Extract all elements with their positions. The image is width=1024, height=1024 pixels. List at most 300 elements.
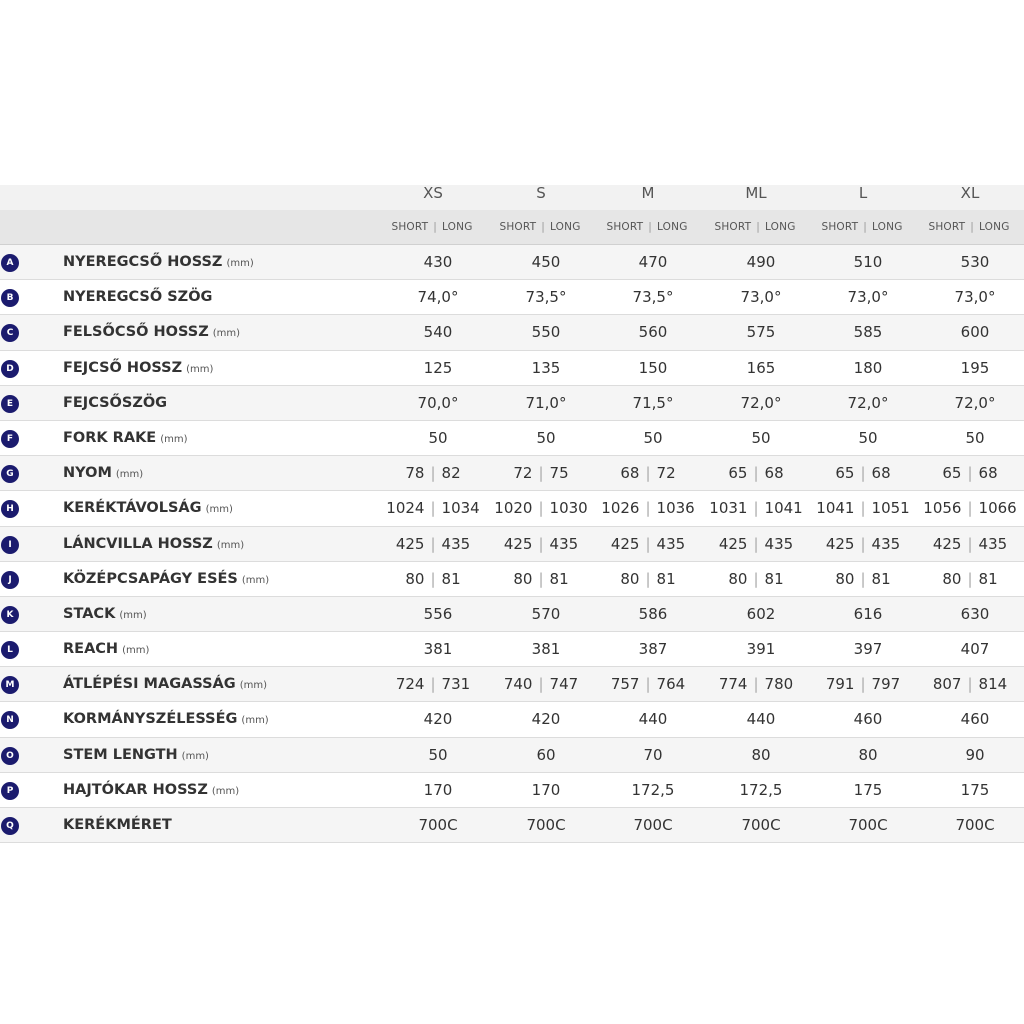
- value-cell: [917, 667, 1024, 702]
- separator: |: [538, 464, 544, 483]
- value-cell: 72,0°: [740, 393, 782, 412]
- value-cell: 381: [531, 640, 561, 659]
- value-cell: 50: [643, 428, 663, 447]
- value-cell: 170: [531, 780, 561, 799]
- value-cell: [595, 527, 702, 562]
- row-letter-badge: D: [1, 360, 19, 378]
- value-cell: 586: [638, 604, 668, 623]
- short-value: 72: [513, 464, 533, 483]
- short-value: 425: [610, 534, 640, 553]
- short-value: 80: [513, 569, 533, 588]
- table-row: [0, 245, 1024, 280]
- row-unit: (mm): [211, 785, 240, 797]
- value-cell: 391: [746, 640, 776, 659]
- short-value: 1056: [923, 499, 962, 518]
- short-value: 425: [825, 534, 855, 553]
- separator: |: [645, 534, 651, 553]
- short-value: 724: [395, 675, 425, 694]
- value-cell: 510: [853, 253, 883, 271]
- row-unit: (mm): [119, 609, 147, 621]
- long-value: 1036: [656, 499, 695, 518]
- long-value: 797: [871, 675, 901, 694]
- short-value: 774: [718, 675, 748, 694]
- size-label-2: M: [641, 184, 655, 202]
- row-label: [63, 667, 267, 703]
- long-value: 435: [441, 534, 471, 553]
- value-cell: 50: [428, 745, 448, 764]
- value-cell: 80: [858, 745, 878, 764]
- row-label-text: NYEREGCSŐ SZÖG: [63, 289, 213, 306]
- separator: |: [753, 675, 759, 694]
- value-cell: 72,0°: [847, 393, 889, 412]
- row-letter-badge: N: [1, 711, 19, 729]
- value-cell: 470: [638, 253, 668, 271]
- row-letter-badge: G: [1, 465, 19, 483]
- long-value: 75: [549, 464, 569, 483]
- size-label-5: XL: [960, 184, 980, 202]
- separator: |: [538, 534, 544, 553]
- value-cell: [810, 491, 917, 526]
- row-letter-badge: F: [1, 430, 19, 448]
- value-cell: [488, 667, 595, 702]
- size-label-0: XS: [423, 184, 443, 202]
- short-long-label: [594, 210, 701, 245]
- row-letter-badge: M: [1, 676, 19, 694]
- value-cell: 50: [751, 428, 771, 447]
- short-value: 425: [395, 534, 425, 553]
- value-cell: 70,0°: [417, 393, 459, 412]
- short-value: 757: [610, 675, 640, 694]
- table-row: [0, 808, 1024, 843]
- row-label-text: KÖZÉPCSAPÁGY ESÉS: [63, 570, 238, 587]
- row-label: [63, 245, 254, 281]
- value-cell: 172,5: [739, 780, 783, 799]
- value-cell: [488, 491, 595, 526]
- value-cell: 700C: [526, 816, 566, 834]
- value-cell: 60: [536, 745, 556, 764]
- long-label: LONG: [657, 221, 688, 233]
- value-cell: 430: [423, 253, 453, 271]
- separator: |: [538, 675, 544, 694]
- value-cell: [917, 491, 1024, 526]
- value-cell: [810, 527, 917, 562]
- value-cell: 70: [643, 745, 663, 764]
- separator: |: [538, 569, 544, 588]
- row-label-text: STEM LENGTH: [63, 746, 178, 763]
- value-cell: [703, 562, 810, 597]
- long-value: 81: [871, 569, 891, 588]
- short-value: 65: [728, 464, 748, 483]
- table-row: [0, 280, 1024, 315]
- long-value: 1041: [764, 499, 803, 518]
- separator: |: [430, 499, 436, 518]
- short-value: 425: [932, 534, 962, 553]
- separator: |: [860, 464, 866, 483]
- long-value: 1051: [871, 499, 910, 518]
- row-label: [63, 738, 209, 774]
- size-header-row: [0, 185, 1024, 210]
- short-value: 1024: [386, 499, 425, 518]
- long-value: 81: [978, 569, 998, 588]
- long-value: 780: [764, 675, 794, 694]
- value-cell: 387: [638, 640, 668, 659]
- separator: |: [967, 464, 973, 483]
- value-cell: 73,5°: [632, 288, 674, 307]
- short-long-label: [916, 210, 1023, 245]
- short-value: 80: [728, 569, 748, 588]
- value-cell: 397: [853, 640, 883, 659]
- value-cell: 135: [531, 358, 561, 377]
- short-value: 791: [825, 675, 855, 694]
- short-value: 1026: [601, 499, 640, 518]
- separator: |: [753, 499, 759, 518]
- value-cell: 490: [746, 253, 776, 271]
- separator: |: [645, 464, 651, 483]
- row-label-text: REACH: [63, 641, 119, 658]
- value-cell: 530: [960, 253, 990, 271]
- separator: |: [645, 499, 651, 518]
- separator: |: [967, 534, 973, 553]
- value-cell: 71,5°: [632, 393, 674, 412]
- row-unit: (mm): [160, 433, 188, 445]
- row-label-text: NYOM: [63, 465, 112, 482]
- value-cell: 450: [531, 253, 561, 271]
- separator: |: [967, 569, 973, 588]
- value-cell: 540: [423, 323, 453, 342]
- row-unit: (mm): [212, 328, 241, 340]
- value-cell: [810, 456, 917, 491]
- table-row: [0, 315, 1024, 350]
- value-cell: [703, 456, 810, 491]
- row-unit: (mm): [115, 469, 144, 481]
- row-label: [63, 421, 188, 457]
- short-label: SHORT: [606, 221, 644, 233]
- short-long-label: [702, 210, 809, 245]
- row-label: [63, 597, 147, 633]
- row-label-text: FEJCSŐSZÖG: [63, 394, 168, 411]
- short-value: 1031: [709, 499, 748, 518]
- table-row: [0, 527, 1024, 562]
- short-value: 425: [503, 534, 533, 553]
- value-cell: 600: [960, 323, 990, 342]
- value-cell: [488, 562, 595, 597]
- row-letter-badge: C: [1, 324, 19, 342]
- value-cell: 73,0°: [740, 288, 782, 307]
- row-label: [63, 808, 172, 843]
- value-cell: 602: [746, 604, 776, 623]
- separator: |: [863, 221, 867, 233]
- value-cell: [917, 456, 1024, 491]
- long-value: 81: [441, 569, 461, 588]
- size-label-1: S: [536, 184, 546, 202]
- value-cell: [595, 667, 702, 702]
- value-cell: 195: [960, 358, 990, 377]
- table-row: [0, 351, 1024, 386]
- row-label: [63, 702, 269, 738]
- value-cell: 73,0°: [954, 288, 996, 307]
- long-label: LONG: [550, 221, 581, 233]
- value-cell: [595, 562, 702, 597]
- short-value: 80: [405, 569, 425, 588]
- row-label-text: ÁTLÉPÉSI MAGASSÁG: [63, 676, 236, 693]
- long-value: 72: [656, 464, 676, 483]
- value-cell: 440: [638, 710, 668, 729]
- value-cell: 700C: [955, 816, 995, 834]
- value-cell: 71,0°: [525, 393, 567, 412]
- short-label: SHORT: [499, 221, 537, 233]
- short-value: 1020: [494, 499, 533, 518]
- value-cell: 381: [423, 640, 453, 659]
- value-cell: 460: [960, 710, 990, 729]
- long-value: 68: [871, 464, 891, 483]
- separator: |: [645, 569, 651, 588]
- size-label-4: L: [858, 184, 868, 202]
- value-cell: 50: [965, 428, 985, 447]
- value-cell: 170: [423, 780, 453, 799]
- size-label-3: ML: [745, 184, 767, 202]
- table-row: [0, 456, 1024, 491]
- value-cell: 150: [638, 358, 668, 377]
- separator: |: [648, 221, 652, 233]
- separator: |: [756, 221, 760, 233]
- row-label: [63, 773, 239, 809]
- value-cell: 407: [960, 640, 990, 659]
- value-cell: 50: [428, 428, 448, 447]
- value-cell: 172,5: [631, 780, 675, 799]
- row-letter-badge: O: [1, 747, 19, 765]
- row-label: [63, 315, 240, 351]
- row-letter-badge: E: [1, 395, 19, 413]
- short-value: 740: [503, 675, 533, 694]
- value-cell: 420: [531, 710, 561, 729]
- table-row: [0, 386, 1024, 421]
- long-value: 747: [549, 675, 579, 694]
- value-cell: [595, 491, 702, 526]
- long-value: 435: [871, 534, 901, 553]
- long-value: 82: [441, 464, 461, 483]
- separator: |: [753, 534, 759, 553]
- row-letter-badge: H: [1, 500, 19, 518]
- value-cell: 700C: [741, 816, 781, 834]
- value-cell: 700C: [848, 816, 888, 834]
- separator: |: [430, 569, 436, 588]
- row-label-text: FORK RAKE: [63, 429, 157, 446]
- short-label: SHORT: [821, 221, 859, 233]
- value-cell: 73,5°: [525, 288, 567, 307]
- separator: |: [430, 675, 436, 694]
- separator: |: [970, 221, 974, 233]
- value-cell: 700C: [633, 816, 673, 834]
- row-label: [63, 351, 213, 387]
- short-value: 425: [718, 534, 748, 553]
- long-value: 68: [978, 464, 998, 483]
- value-cell: [917, 562, 1024, 597]
- long-value: 68: [764, 464, 784, 483]
- table-row: [0, 562, 1024, 597]
- value-cell: 72,0°: [954, 393, 996, 412]
- row-unit: (mm): [239, 680, 267, 692]
- value-cell: [488, 527, 595, 562]
- value-cell: 616: [853, 604, 883, 623]
- value-cell: 440: [746, 710, 776, 729]
- long-value: 814: [978, 675, 1008, 694]
- separator: |: [753, 569, 759, 588]
- row-label-text: NYEREGCSŐ HOSSZ: [63, 254, 223, 270]
- row-label: [63, 456, 143, 492]
- value-cell: 420: [423, 710, 453, 729]
- separator: |: [967, 675, 973, 694]
- geometry-table: [0, 185, 1024, 843]
- short-value: 80: [942, 569, 962, 588]
- short-long-label: [809, 210, 916, 245]
- value-cell: 50: [536, 428, 556, 447]
- row-letter-badge: B: [1, 289, 19, 307]
- row-unit: (mm): [241, 574, 270, 586]
- row-label-text: FELSŐCSŐ HOSSZ: [63, 324, 209, 341]
- long-value: 731: [441, 675, 471, 694]
- value-cell: [488, 456, 595, 491]
- separator: |: [860, 499, 866, 518]
- value-cell: 560: [638, 323, 668, 342]
- value-cell: 585: [853, 323, 883, 342]
- short-value: 78: [405, 464, 425, 483]
- short-label: SHORT: [928, 221, 966, 233]
- long-value: 435: [549, 534, 579, 553]
- value-cell: [810, 562, 917, 597]
- value-cell: [810, 667, 917, 702]
- short-value: 80: [835, 569, 855, 588]
- short-value: 807: [932, 675, 962, 694]
- separator: |: [967, 499, 973, 518]
- long-label: LONG: [442, 221, 473, 233]
- value-cell: 570: [531, 604, 561, 623]
- value-cell: [380, 527, 487, 562]
- table-row: [0, 702, 1024, 737]
- row-label: [63, 386, 167, 421]
- value-cell: [380, 667, 487, 702]
- separator: |: [430, 464, 436, 483]
- value-cell: [380, 562, 487, 597]
- table-row: [0, 597, 1024, 632]
- table-body: [0, 245, 1024, 843]
- value-cell: [380, 456, 487, 491]
- row-label: [63, 632, 149, 668]
- separator: |: [860, 675, 866, 694]
- table-row: [0, 773, 1024, 808]
- row-label-text: LÁNCVILLA HOSSZ: [63, 535, 213, 552]
- value-cell: [703, 667, 810, 702]
- row-label-text: STACK: [63, 605, 116, 622]
- short-value: 65: [835, 464, 855, 483]
- row-unit: (mm): [216, 539, 245, 551]
- short-long-label: [379, 210, 486, 245]
- long-value: 1034: [441, 499, 480, 518]
- row-label-text: KERÉKMÉRET: [63, 817, 172, 833]
- table-row: [0, 632, 1024, 667]
- long-value: 435: [764, 534, 794, 553]
- long-value: 764: [656, 675, 686, 694]
- long-value: 81: [549, 569, 569, 588]
- row-letter-badge: I: [1, 536, 19, 554]
- long-label: LONG: [979, 221, 1010, 233]
- value-cell: 73,0°: [847, 288, 889, 307]
- short-long-header-row: [0, 210, 1024, 245]
- value-cell: 175: [853, 780, 883, 799]
- row-label-text: FEJCSŐ HOSSZ: [63, 359, 183, 376]
- row-unit: (mm): [186, 363, 214, 375]
- row-label-text: KERÉKTÁVOLSÁG: [63, 500, 202, 517]
- table-row: [0, 667, 1024, 702]
- short-value: 1041: [816, 499, 855, 518]
- table-row: [0, 491, 1024, 526]
- separator: |: [645, 675, 651, 694]
- value-cell: 630: [960, 604, 990, 623]
- value-cell: 700C: [418, 816, 458, 834]
- value-cell: 180: [853, 358, 883, 377]
- short-label: SHORT: [714, 221, 752, 233]
- short-label: SHORT: [391, 221, 429, 233]
- long-label: LONG: [872, 221, 903, 233]
- row-letter-badge: L: [1, 641, 19, 659]
- separator: |: [860, 569, 866, 588]
- long-value: 435: [656, 534, 686, 553]
- separator: |: [860, 534, 866, 553]
- value-cell: 550: [531, 323, 561, 342]
- value-cell: 165: [746, 358, 776, 377]
- long-value: 1030: [549, 499, 588, 518]
- value-cell: 575: [746, 323, 776, 342]
- row-letter-badge: Q: [1, 817, 19, 835]
- value-cell: 460: [853, 710, 883, 729]
- value-cell: [917, 527, 1024, 562]
- row-letter-badge: J: [1, 571, 19, 589]
- value-cell: 556: [423, 604, 453, 623]
- value-cell: [380, 491, 487, 526]
- short-value: 68: [620, 464, 640, 483]
- value-cell: 175: [960, 780, 990, 799]
- row-letter-badge: P: [1, 782, 19, 800]
- row-unit: (mm): [205, 504, 233, 516]
- short-value: 65: [942, 464, 962, 483]
- value-cell: [703, 491, 810, 526]
- value-cell: 125: [423, 358, 453, 377]
- row-label: [63, 491, 233, 527]
- row-unit: (mm): [226, 258, 254, 269]
- separator: |: [433, 221, 437, 233]
- row-label: [63, 280, 212, 315]
- row-label-text: HAJTÓKAR HOSSZ: [63, 781, 208, 798]
- value-cell: 80: [751, 745, 771, 764]
- value-cell: 90: [965, 745, 985, 764]
- long-value: 81: [656, 569, 676, 588]
- row-letter-badge: K: [1, 606, 19, 624]
- row-label: [63, 527, 244, 563]
- row-unit: (mm): [241, 715, 269, 727]
- long-value: 1066: [978, 499, 1017, 518]
- row-label-text: KORMÁNYSZÉLESSÉG: [63, 711, 238, 728]
- short-long-label: [487, 210, 594, 245]
- long-value: 435: [978, 534, 1008, 553]
- row-label: [63, 562, 269, 598]
- table-row: [0, 738, 1024, 773]
- row-unit: (mm): [122, 645, 150, 657]
- value-cell: 50: [858, 428, 878, 447]
- separator: |: [538, 499, 544, 518]
- long-label: LONG: [765, 221, 796, 233]
- separator: |: [430, 534, 436, 553]
- value-cell: [595, 456, 702, 491]
- short-value: 80: [620, 569, 640, 588]
